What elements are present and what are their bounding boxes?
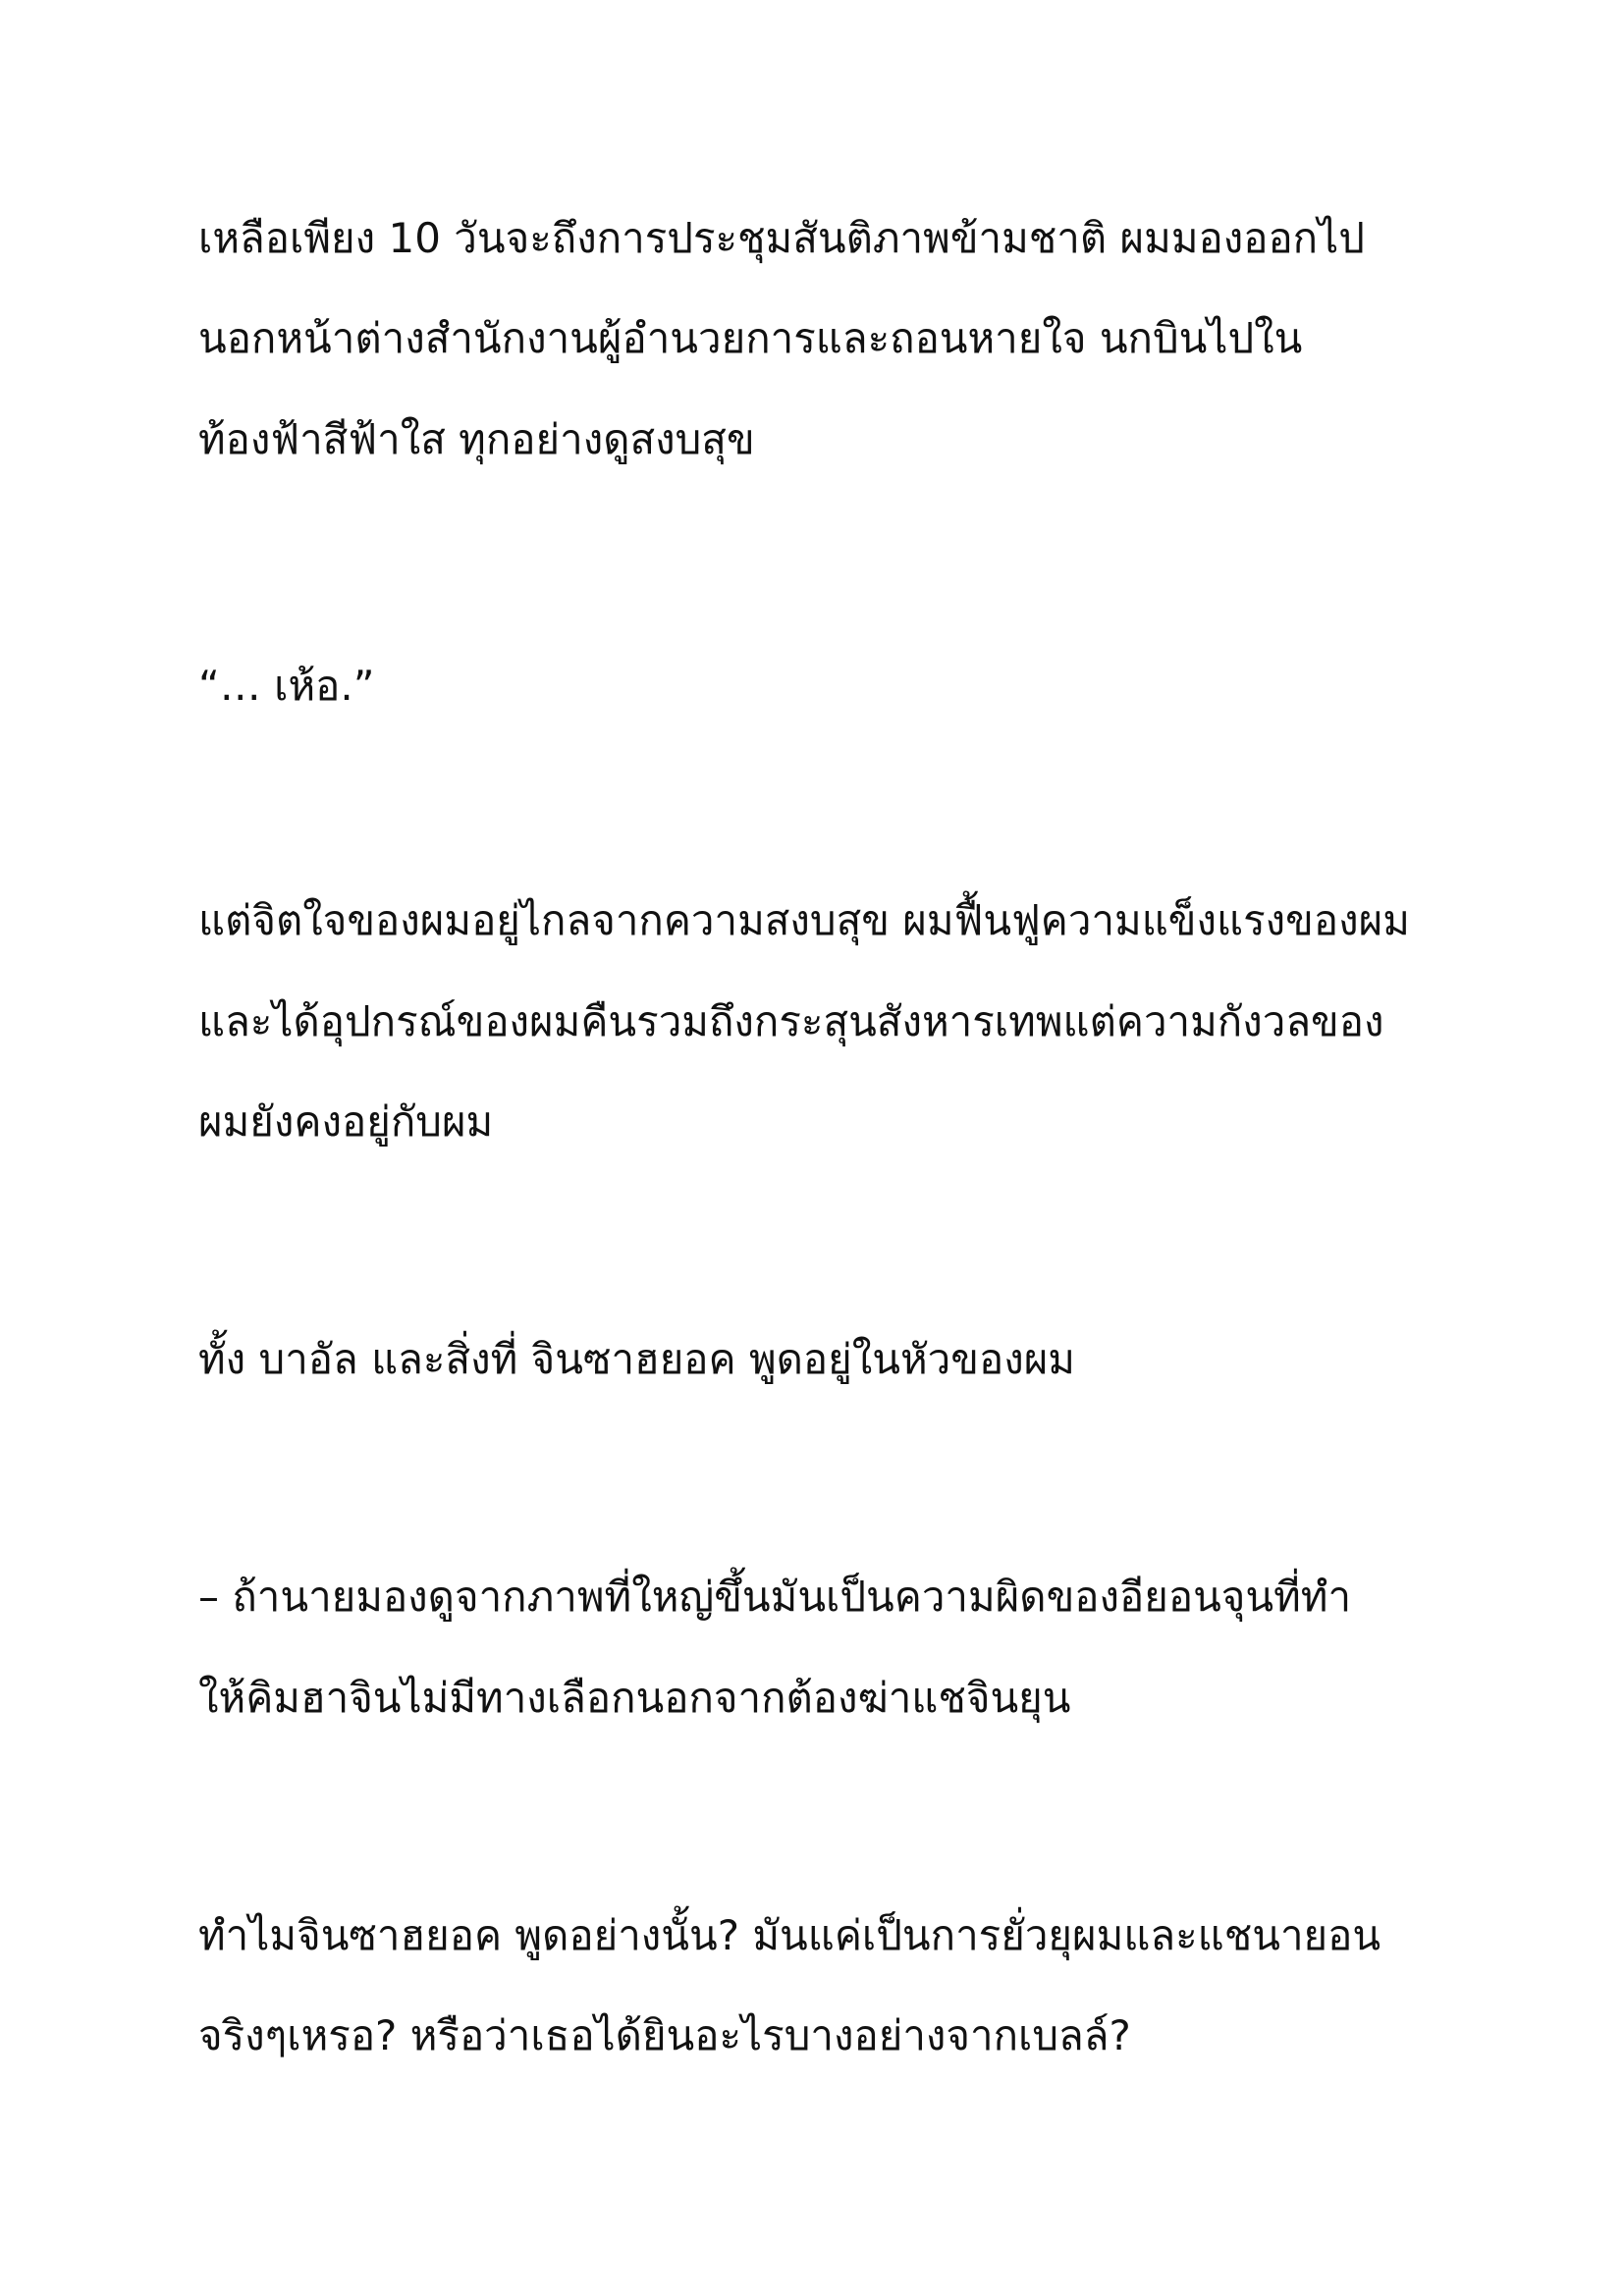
paragraph-6-line-1: ทำไมจินซาฮยอค พูดอย่างนั้น? มันแค่เป็นการยั่วยุผมและแชนายอน bbox=[198, 1911, 1381, 1959]
paragraph-3-line-1: แต่จิตใจของผมอยู่ไกลจากความสงบสุข ผมฟื้นฟูความแข็งแรงของผม bbox=[198, 896, 1410, 944]
paragraph-5-line-1: – ถ้านายมองดูจากภาพที่ใหญ่ขึ้นมันเป็นความผิดของอียอนจุนที่ทำ bbox=[198, 1573, 1352, 1621]
paragraph-1-line-3: ท้องฟ้าสีฟ้าใส ทุกอย่างดูสงบสุข bbox=[198, 415, 755, 463]
paragraph-4-line-1: ทั้ง บาอัล และสิ่งที่ จินซาฮยอค พูดอยู่ในหัวของผม bbox=[198, 1335, 1075, 1383]
paragraph-5-line-2: ให้คิมฮาจินไม่มีทางเลือกนอกจากต้องฆ่าแชจินยุน bbox=[198, 1674, 1071, 1722]
paragraph-3-line-2: และได้อุปกรณ์ของผมคืนรวมถึงกระสุนสังหารเทพแต่ความกังวลของ bbox=[198, 997, 1384, 1045]
paragraph-1-line-2: นอกหน้าต่างสำนักงานผู้อำนวยการและถอนหายใจ นกบินไปใน bbox=[198, 314, 1303, 362]
paragraph-2-line-1: “… เห้อ.” bbox=[198, 662, 375, 710]
paragraph-6-line-2: จริงๆเหรอ? หรือว่าเธอได้ยินอะไรบางอย่างจากเบลล์? bbox=[198, 2011, 1131, 2059]
paragraph-1-line-1: เหลือเพียง 10 วันจะถึงการประชุมสันติภาพข้ามชาติ ผมมองออกไป bbox=[198, 214, 1365, 262]
paragraph-3-line-3: ผมยังคงอยู่กับผม bbox=[198, 1097, 494, 1146]
